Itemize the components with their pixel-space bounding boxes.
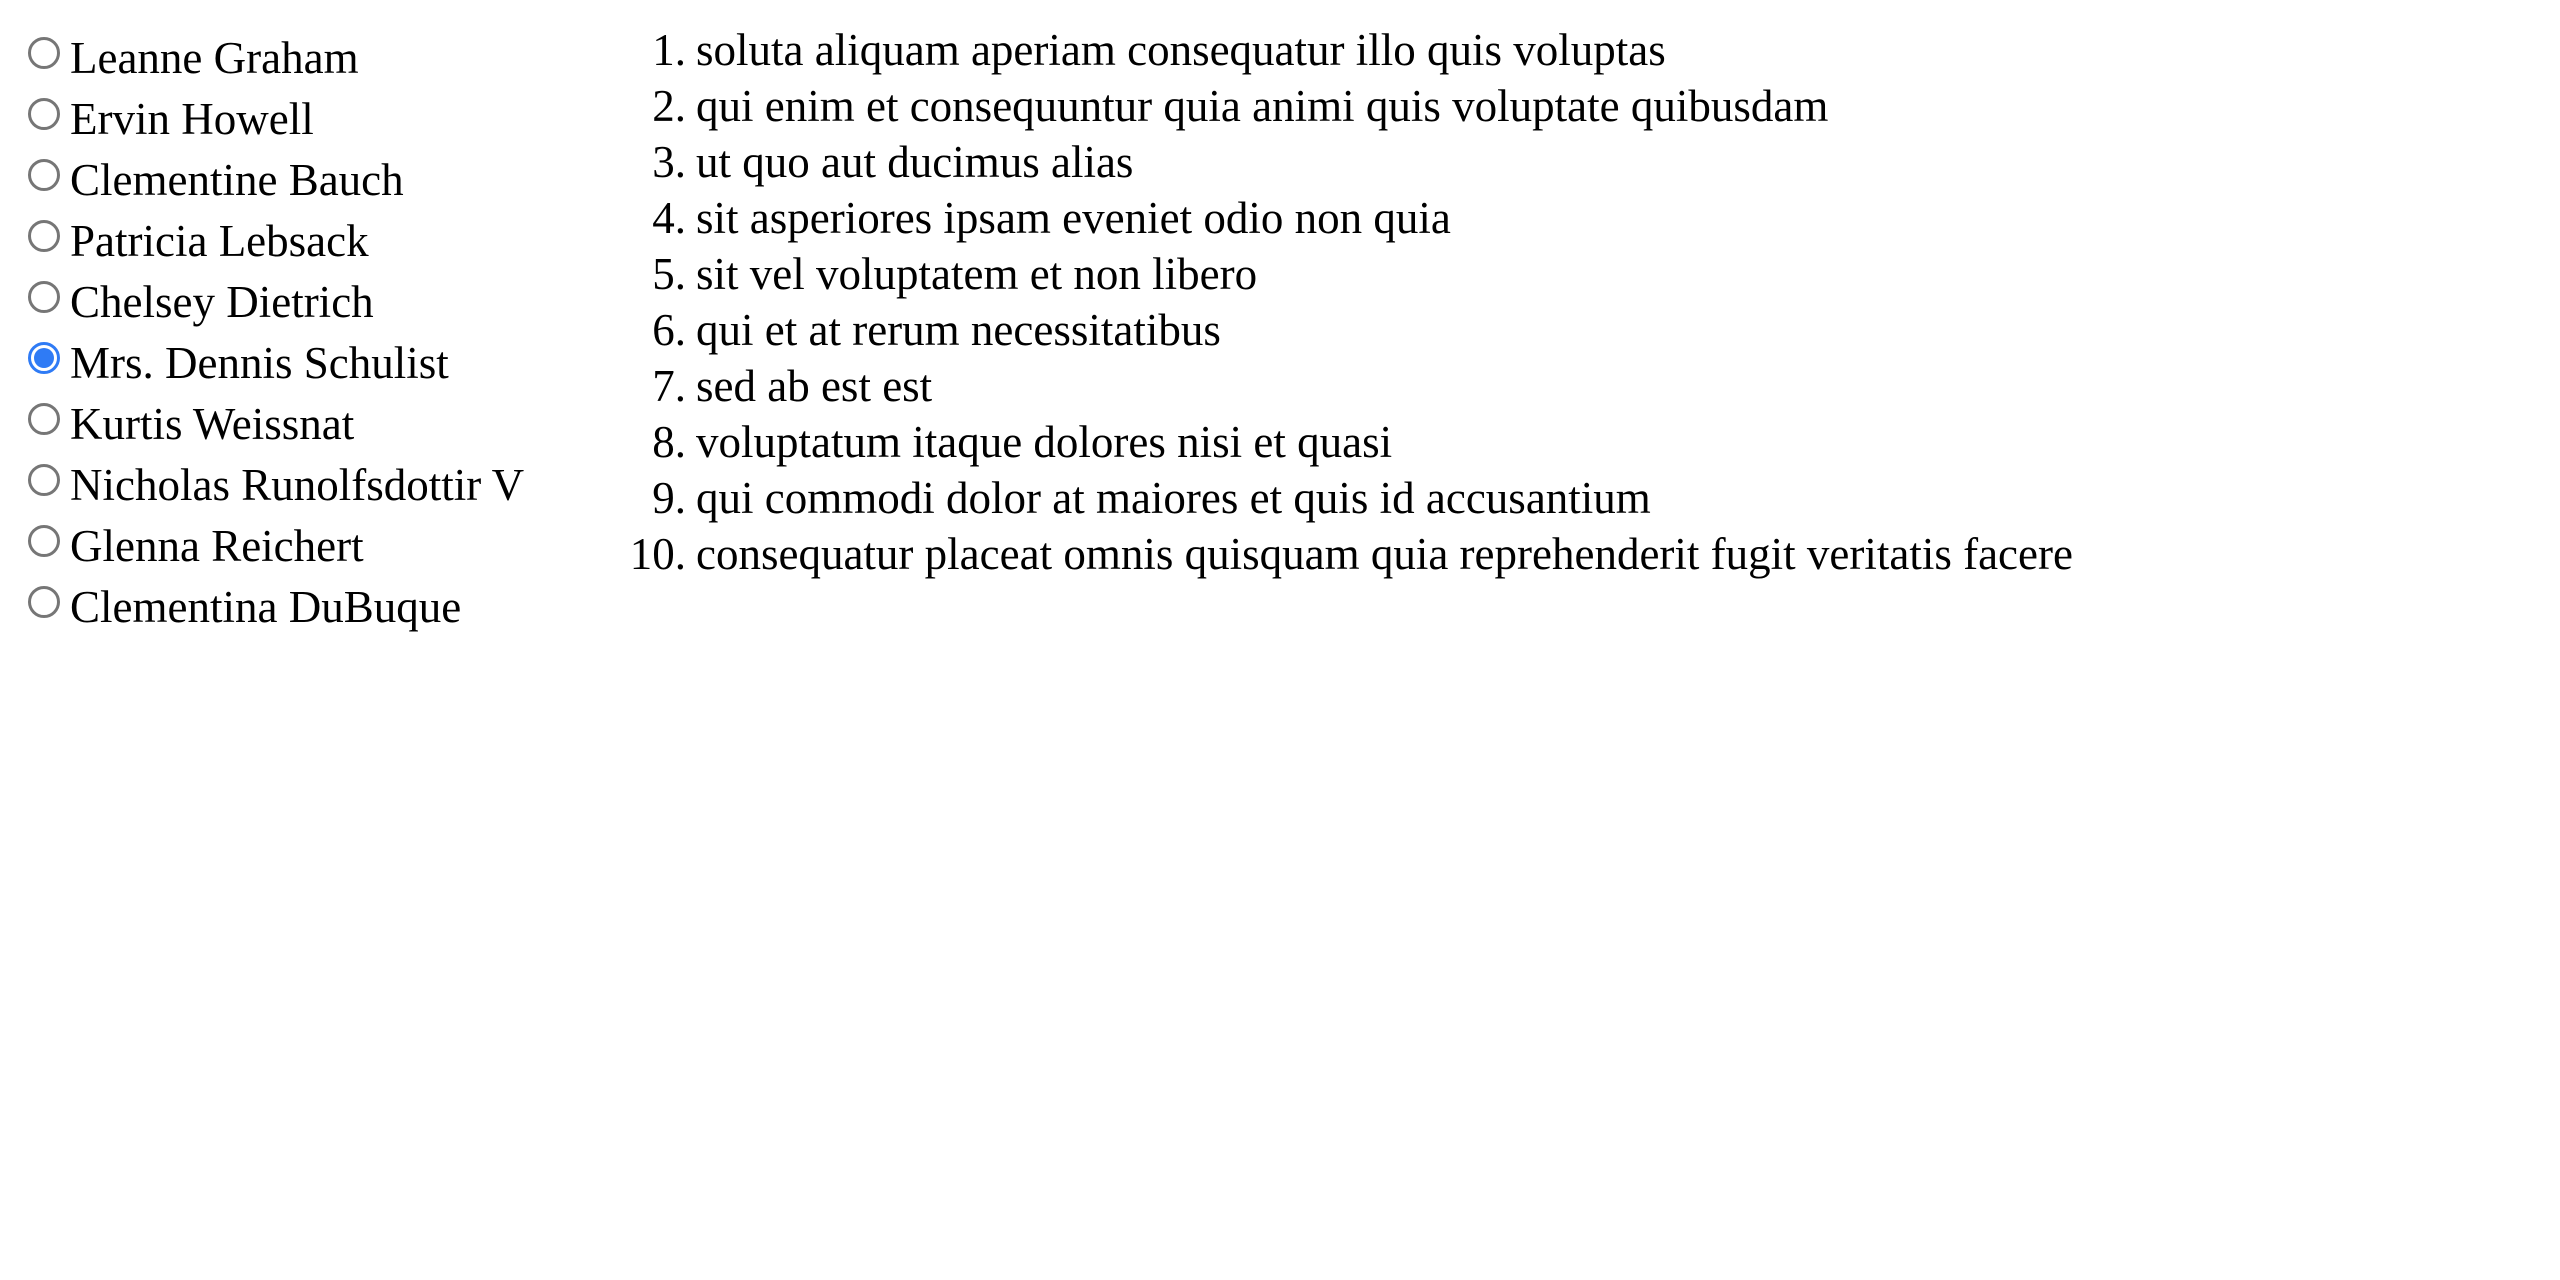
post-number: 9. [652,473,686,523]
user-option[interactable] [28,205,588,266]
user-option[interactable] [28,144,588,205]
user-option[interactable] [28,83,588,144]
post-title: consequatur placeat omnis quisquam quia reprehenderit fugit veritatis facere [696,529,2073,579]
post-title: sit asperiores ipsam eveniet odio non quia [696,193,1451,243]
post-number: 7. [652,361,686,411]
user-option[interactable] [28,388,588,449]
radio-button[interactable] [28,37,60,69]
user-option[interactable] [28,571,588,632]
post-number: 2. [652,81,686,131]
post-number: 8. [652,417,686,467]
post-title: qui enim et consequuntur quia animi quis voluptate quibusdam [696,81,1829,131]
user-name-label: Glenna Reichert [70,521,364,571]
post-list-item [600,302,2500,358]
radio-button[interactable] [28,403,60,435]
post-list-item [600,358,2500,414]
user-name-label: Kurtis Weissnat [70,399,355,449]
radio-button[interactable] [28,159,60,191]
post-list-item [600,470,2500,526]
radio-button[interactable] [28,98,60,130]
user-name-label: Clementine Bauch [70,155,404,205]
post-title: qui commodi dolor at maiores et quis id accusantium [696,473,1651,523]
post-number: 10. [629,529,686,579]
radio-button[interactable] [28,586,60,618]
radio-button[interactable] [28,281,60,313]
post-list-item [600,134,2500,190]
post-title: voluptatum itaque dolores nisi et quasi [696,417,1393,467]
post-number: 5. [652,249,686,299]
user-radio-group [28,22,588,632]
post-title: qui et at rerum necessitatibus [696,305,1221,355]
user-option[interactable] [28,449,588,510]
post-title: sit vel voluptatem et non libero [696,249,1258,299]
post-list-item [600,22,2500,78]
radio-button[interactable] [28,464,60,496]
user-option[interactable] [28,510,588,571]
post-title: soluta aliquam aperiam consequatur illo quis voluptas [696,25,1666,75]
post-number: 6. [652,305,686,355]
user-name-label: Patricia Lebsack [70,216,369,266]
user-name-label: Nicholas Runolfsdottir V [70,460,525,510]
user-option[interactable] [28,327,588,388]
user-option[interactable] [28,266,588,327]
user-name-label: Leanne Graham [70,33,359,83]
radio-button[interactable] [28,220,60,252]
post-title: ut quo aut ducimus alias [696,137,1134,187]
user-name-label: Mrs. Dennis Schulist [70,338,449,388]
post-list-item [600,190,2500,246]
post-number: 3. [652,137,686,187]
user-option[interactable] [28,22,588,83]
radio-button[interactable] [28,525,60,557]
radio-button-selected[interactable] [28,342,60,374]
post-list-item [600,526,2500,582]
post-title: sed ab est est [696,361,933,411]
post-list-item [600,246,2500,302]
post-list [600,22,2500,582]
post-number: 4. [652,193,686,243]
user-name-label: Chelsey Dietrich [70,277,374,327]
post-list-item [600,414,2500,470]
user-name-label: Ervin Howell [70,94,314,144]
post-list-item [600,78,2500,134]
post-number: 1. [652,25,686,75]
user-name-label: Clementina DuBuque [70,582,462,632]
